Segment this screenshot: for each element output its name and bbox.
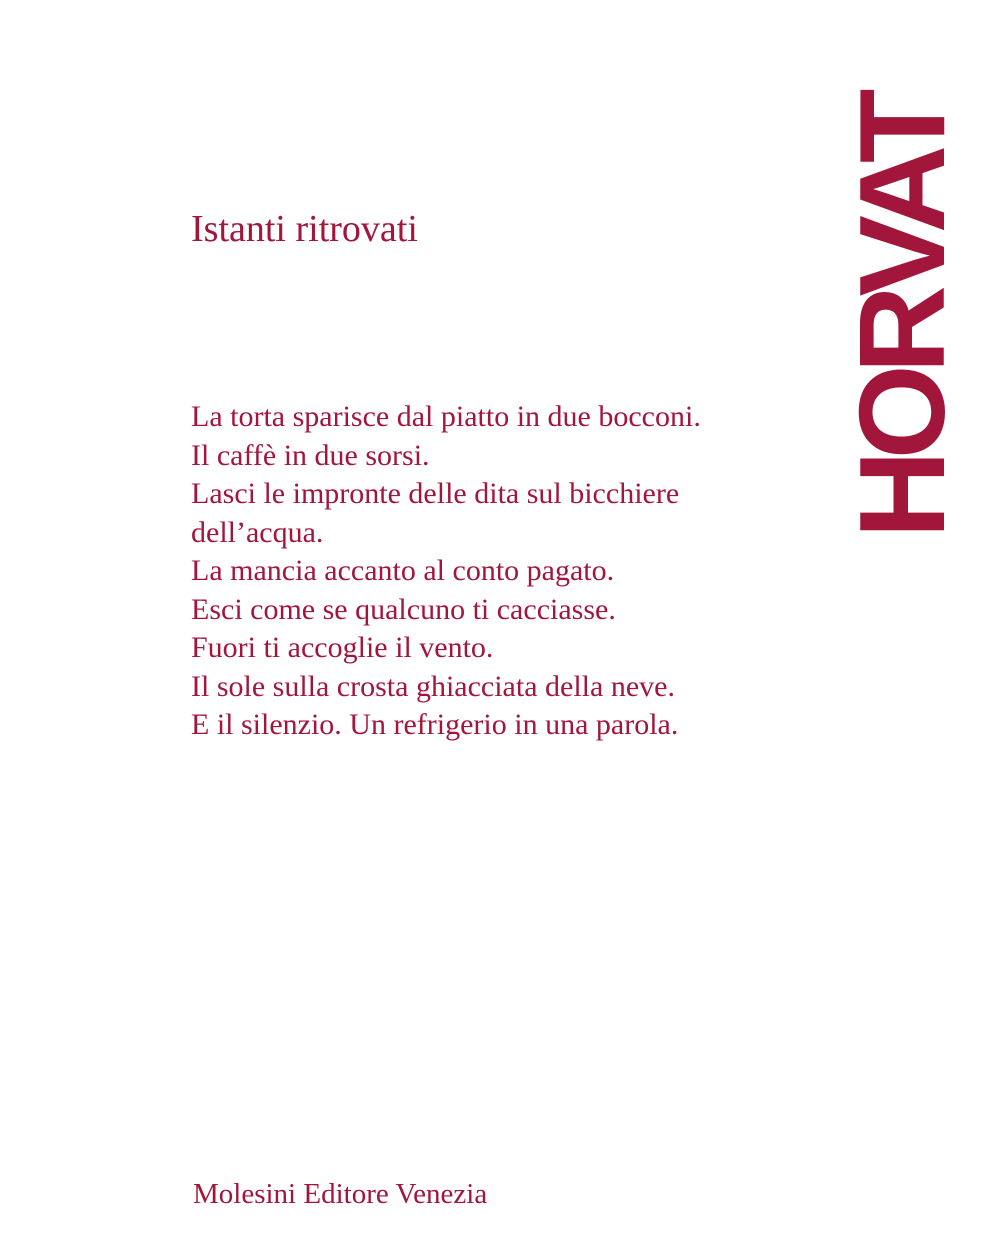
poem-text: [191, 398, 701, 745]
author-name: HORVAT: [834, 97, 970, 539]
book-title: Istanti ritrovati: [191, 208, 418, 250]
poem-line: dell’acqua.: [191, 515, 324, 549]
poem-line: La torta sparisce dal piatto in due bocconi.: [191, 400, 701, 433]
poem-line: La mancia accanto al conto pagato.: [191, 554, 615, 587]
poem-line: E il silenzio. Un refrigerio in una parola.: [191, 708, 679, 741]
poem-line: Il sole sulla crosta ghiacciata della neve.: [191, 669, 675, 703]
poem-line: Il caffè in due sorsi.: [191, 438, 430, 472]
author-name-block: [834, 40, 970, 596]
poem-line: Lasci le impronte delle dita sul bicchiere: [191, 477, 680, 510]
publisher-name: Molesini Editore Venezia: [193, 1178, 488, 1210]
poem-line: Fuori ti accoglie il vento.: [191, 631, 494, 664]
poem-line: Esci come se qualcuno ti cacciasse.: [191, 592, 616, 626]
